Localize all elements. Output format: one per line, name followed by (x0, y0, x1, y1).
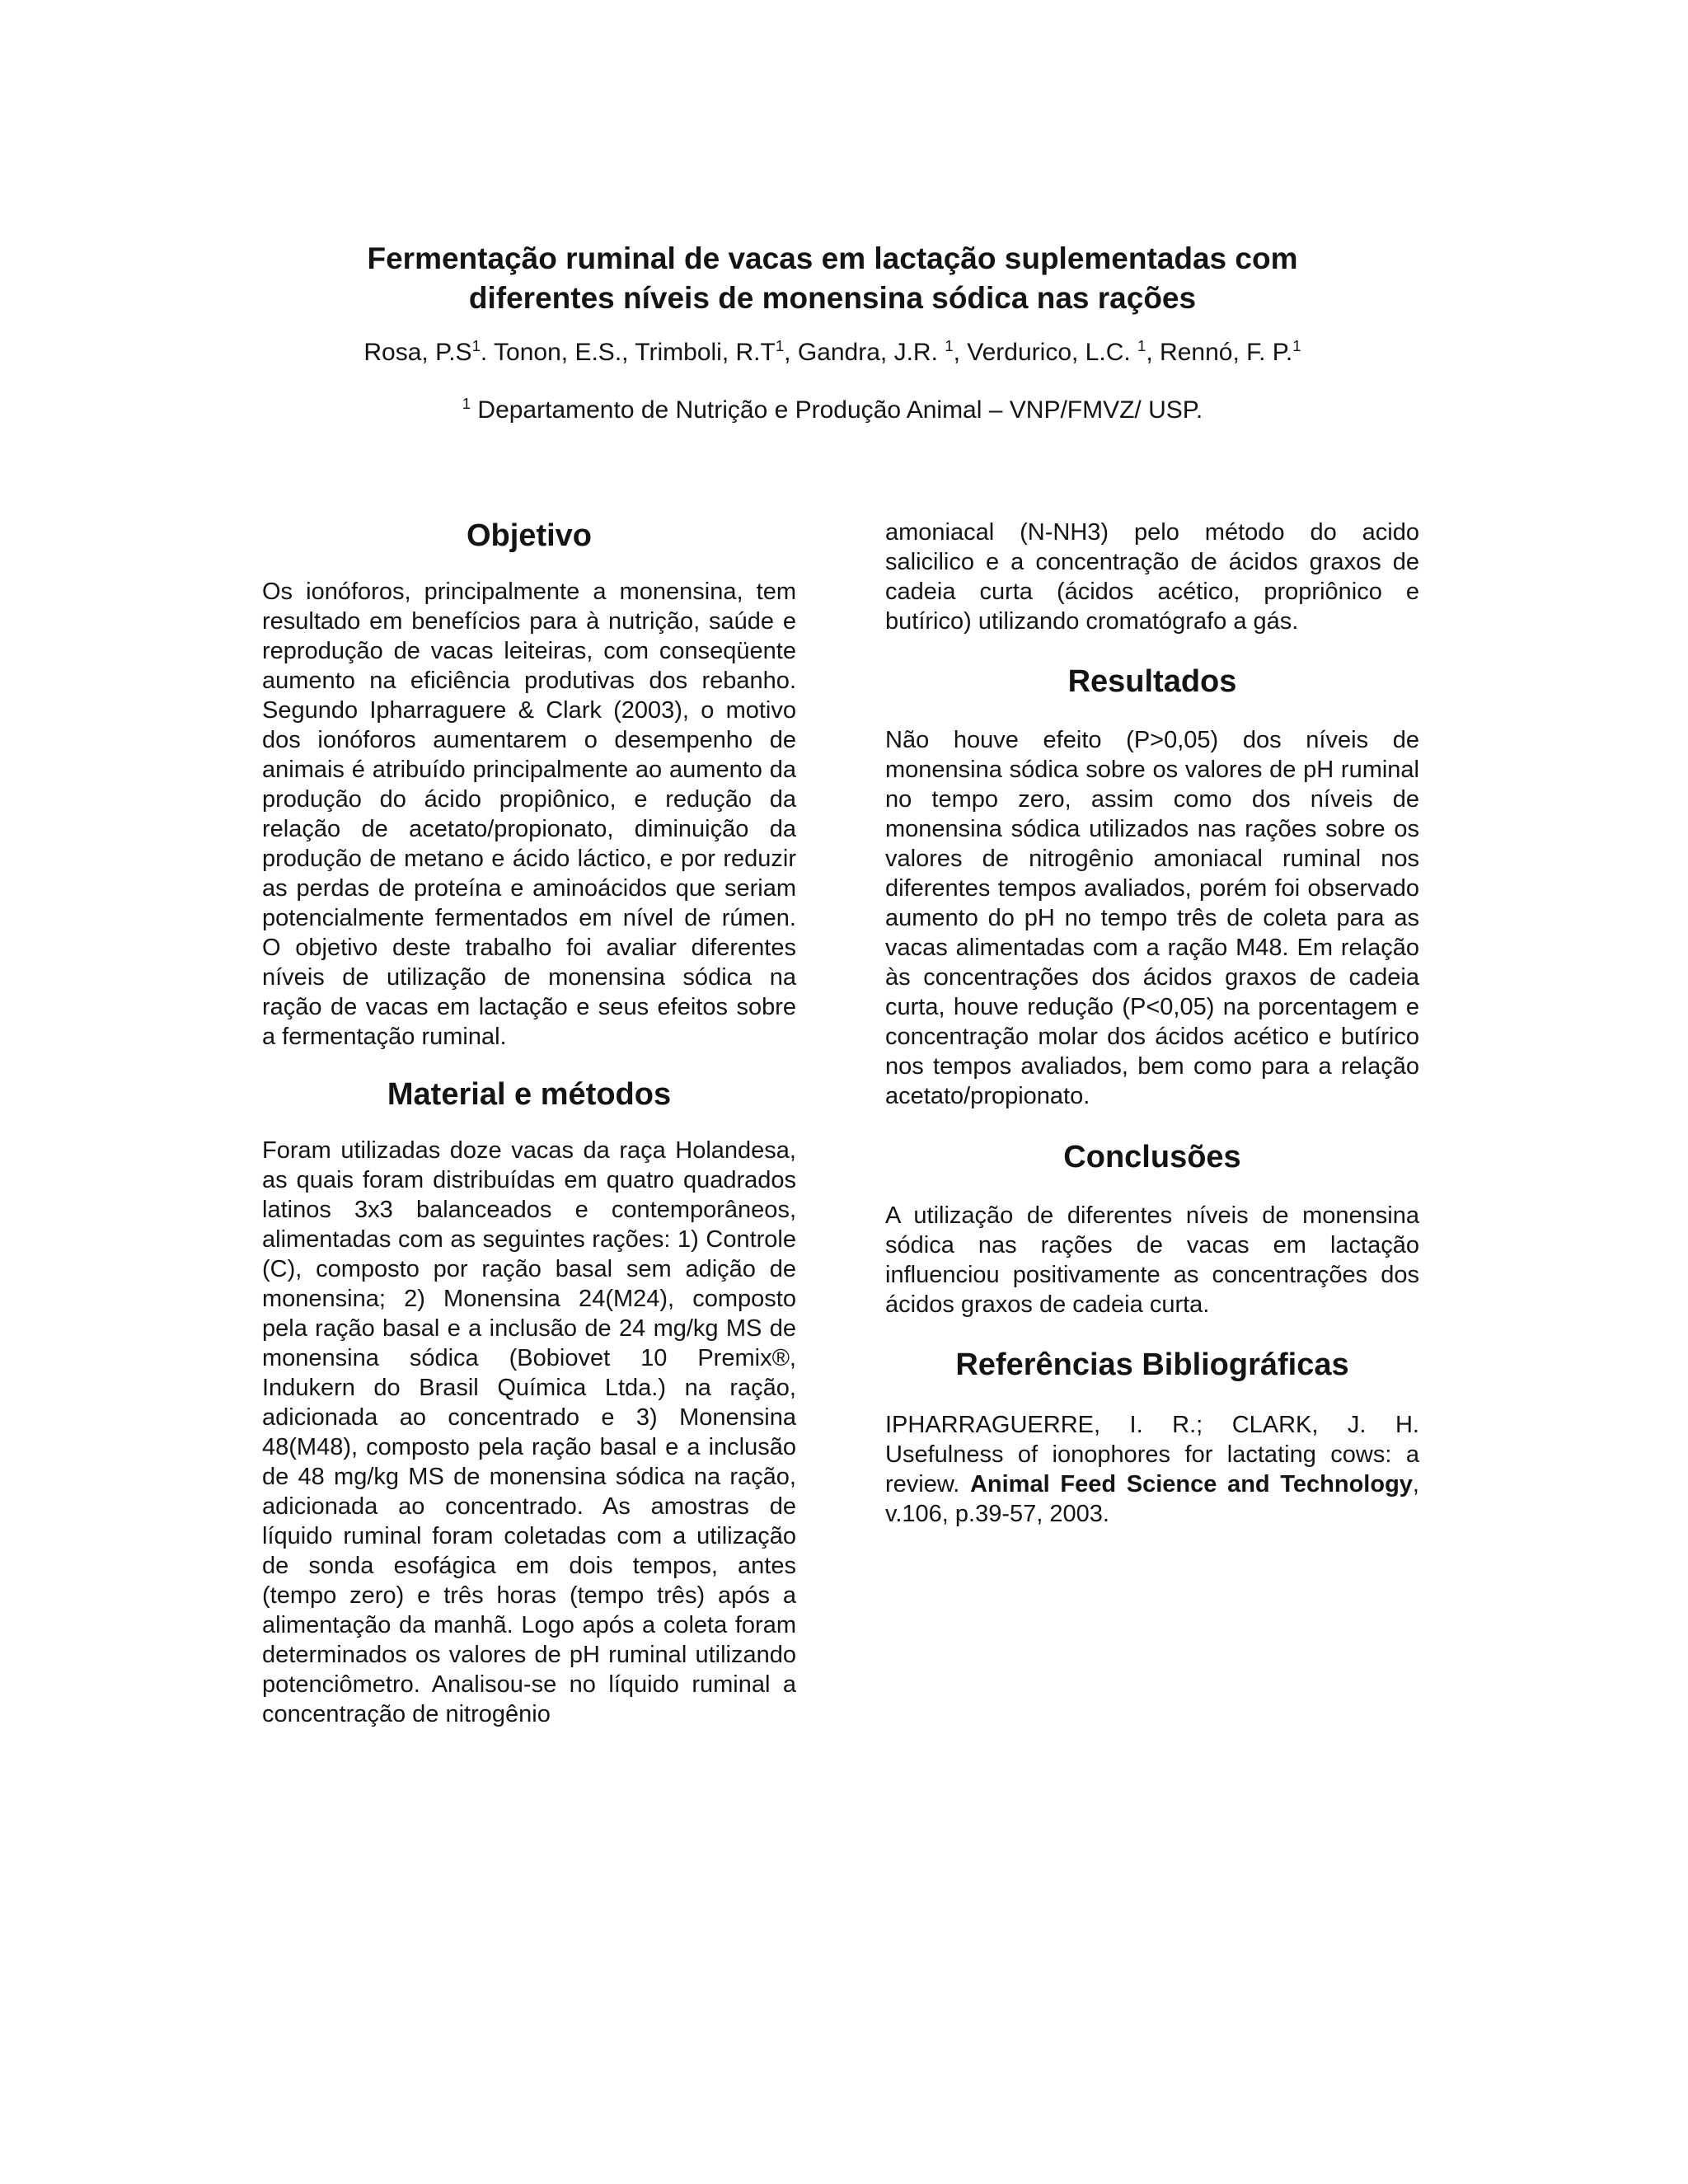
affiliation-marker: 1 (775, 337, 785, 354)
section-heading-material-metodos: Material e métodos (387, 1077, 672, 1112)
title-line-1: Fermentação ruminal de vacas em lactação suplementadas com (367, 241, 1298, 275)
section-heading-conclusoes: Conclusões (1063, 1140, 1241, 1174)
affiliation-text: Departamento de Nutrição e Produção Animal – VNP/FMVZ/ USP. (471, 396, 1203, 424)
reference-authors-title: IPHARRAGUERRE, I. R.; CLARK, J. H. Usefulness of ionophores for lactating cows: a review. (885, 1412, 1419, 1497)
material-paragraph-continued: amoniacal (N-NH3) pelo método do acido salicilico e a concentração de ácidos graxos de cadeia curta (ácidos acético, propriônico e butírico) utilizando cromatógrafo a gás. (885, 519, 1419, 635)
author-rosa: Rosa, P.S (363, 339, 472, 366)
left-column (262, 509, 796, 1729)
section-heading-referencias: Referências Bibliográficas (955, 1347, 1349, 1382)
section-heading-objetivo: Objetivo (466, 518, 593, 553)
reference-details: , v.106, p.39-57, 2003. (885, 1471, 1419, 1527)
affiliation-marker: 1 (1137, 337, 1146, 354)
reference-journal: Animal Feed Science and Technology (969, 1471, 1413, 1497)
reference-entry (885, 1410, 1419, 1529)
author-list (247, 336, 1418, 369)
paper-title (247, 239, 1418, 318)
material-paragraph: Foram utilizadas doze vacas da raça Holandesa, as quais foram distribuídas em quatro quadrados latinos 3x3 balanceados e contemporâneos, alimentadas com as seguintes rações: 1) Controle (C), composto por ração basal sem adição de monensina; 2) Monensina 24(M24), composto pela ração basal e a inclusão de 24 mg/kg MS de monensina sódica (Bobiovet 10 Premix®, Indukern do Brasil Química Ltda.) na ração, adicionada ao concentrado e 3) Monensina 48(M48), composto pela ração basal e a inclusão de 48 mg/kg MS de monensina sódica na ração, adicionada ao concentrado. As amostras de líquido ruminal foram coletadas com a utilização de sonda esofágica em dois tempos, antes (tempo zero) e três horas (tempo três) após a alimentação da manhã. Logo após a coleta foram determinados os valores de pH ruminal utilizando potenciômetro. Analisou-se no líquido ruminal a concentração de nitrogênio (262, 1137, 796, 1727)
author-renno: , Rennó, F. P. (1146, 339, 1293, 366)
affiliation-marker: 1 (1292, 337, 1301, 354)
resultados-paragraph: Não houve efeito (P>0,05) dos níveis de monensina sódica sobre os valores de pH ruminal no tempo zero, assim como dos níveis de monensina sódica utilizados nas rações sobre os valores de nitrogênio amoniacal ruminal nos diferentes tempos avaliados, porém foi observado aumento do pH no tempo três de coleta para as vacas alimentadas com a ração M48. Em relação às concentrações dos ácidos graxos de cadeia curta, houve redução (P<0,05) na porcentagem e concentração molar dos ácidos acético e butírico nos tempos avaliados, bem como para a relação acetato/propionato. (885, 727, 1419, 1109)
right-column (885, 518, 1419, 1529)
objetivo-paragraph: Os ionóforos, principalmente a monensina, tem resultado em benefícios para à nutrição, saúde e reprodução de vacas leiteiras, com conseqüente aumento na eficiência produtivas dos rebanho. Segundo Ipharraguere & Clark (2003), o motivo dos ionóforos aumentarem o desempenho de animais é atribuído principalmente ao aumento da produção do ácido propiônico, e redução da relação de acetato/propionato, diminuição da produção de metano e ácido láctico, e por reduzir as perdas de proteína e aminoácidos que seriam potencialmente fermentados em nível de rúmen. O objetivo deste trabalho foi avaliar diferentes níveis de utilização de monensina sódica na ração de vacas em lactação e seus efeitos sobre a fermentação ruminal. (262, 579, 796, 1050)
author-verdurico: , Verdurico, L.C. (953, 339, 1138, 366)
affiliation-marker: 1 (945, 337, 954, 354)
section-heading-resultados: Resultados (1067, 664, 1237, 699)
affiliation-marker: 1 (462, 395, 471, 412)
author-gandra: , Gandra, J.R. (784, 339, 945, 366)
author-tonon-trimboli: . Tonon, E.S., Trimboli, R.T (480, 339, 776, 366)
title-line-2: diferentes níveis de monensina sódica nas rações (468, 281, 1197, 315)
affiliation-marker: 1 (471, 337, 481, 354)
conclusoes-paragraph: A utilização de diferentes níveis de monensina sódica nas rações de vacas em lactação influenciou positivamente as concentrações dos ácidos graxos de cadeia curta. (885, 1202, 1419, 1318)
affiliation (247, 394, 1418, 427)
